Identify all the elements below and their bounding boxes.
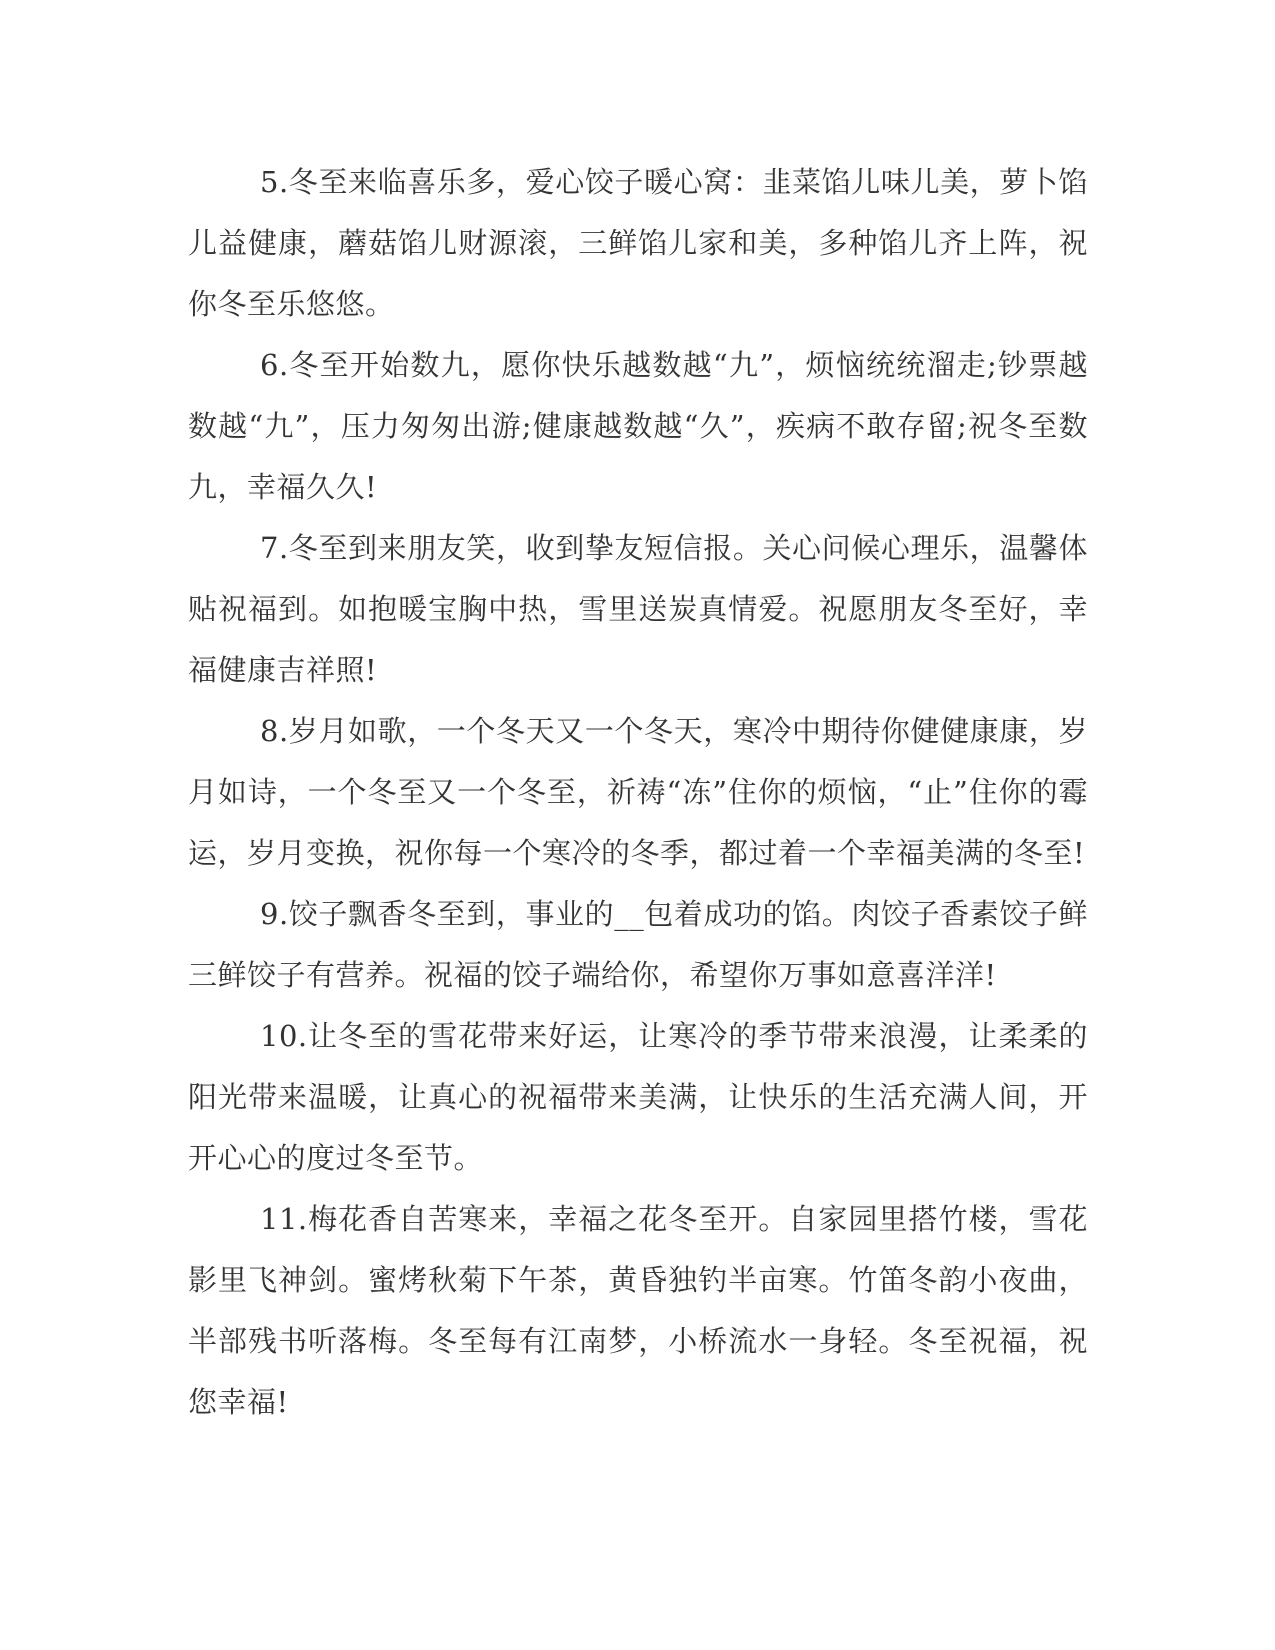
paragraph-9: 9.饺子飘香冬至到，事业的__包着成功的馅。肉饺子香素饺子鲜三鲜饺子有营养。祝福的饺子端给你，希望你万事如意喜洋洋! bbox=[188, 897, 1088, 992]
paragraph-5: 5.冬至来临喜乐多，爱心饺子暖心窝：韭菜馅儿味儿美，萝卜馅儿益健康，蘑菇馅儿财源滚，三鲜馅儿家和美，多种馅儿齐上阵，祝你冬至乐悠悠。 bbox=[188, 165, 1088, 321]
paragraph-10: 10.让冬至的雪花带来好运，让寒冷的季节带来浪漫，让柔柔的阳光带来温暖，让真心的祝福带来美满，让快乐的生活充满人间，开开心心的度过冬至节。 bbox=[188, 1019, 1088, 1175]
paragraph-7: 7.冬至到来朋友笑，收到挚友短信报。关心问候心理乐，温馨体贴祝福到。如抱暖宝胸中热，雪里送炭真情爱。祝愿朋友冬至好，幸福健康吉祥照! bbox=[188, 531, 1088, 687]
paragraph-6: 6.冬至开始数九，愿你快乐越数越“九”，烦恼统统溜走;钞票越数越“九”，压力匆匆出游;健康越数越“久”，疾病不敢存留;祝冬至数九，幸福久久! bbox=[188, 348, 1088, 504]
paragraph-8: 8.岁月如歌，一个冬天又一个冬天，寒冷中期待你健健康康，岁月如诗，一个冬至又一个冬至，祈祷“冻”住你的烦恼，“止”住你的霉运，岁月变换，祝你每一个寒冷的冬季，都过着一个幸福美满的冬至! bbox=[188, 714, 1088, 870]
paragraph-11: 11.梅花香自苦寒来，幸福之花冬至开。自家园里搭竹楼，雪花影里飞神剑。蜜烤秋菊下午茶，黄昏独钓半亩寒。竹笛冬韵小夜曲，半部残书听落梅。冬至每有江南梦，小桥流水一身轻。冬至祝福，祝您幸福! bbox=[188, 1202, 1088, 1419]
document-body bbox=[188, 152, 1088, 1433]
